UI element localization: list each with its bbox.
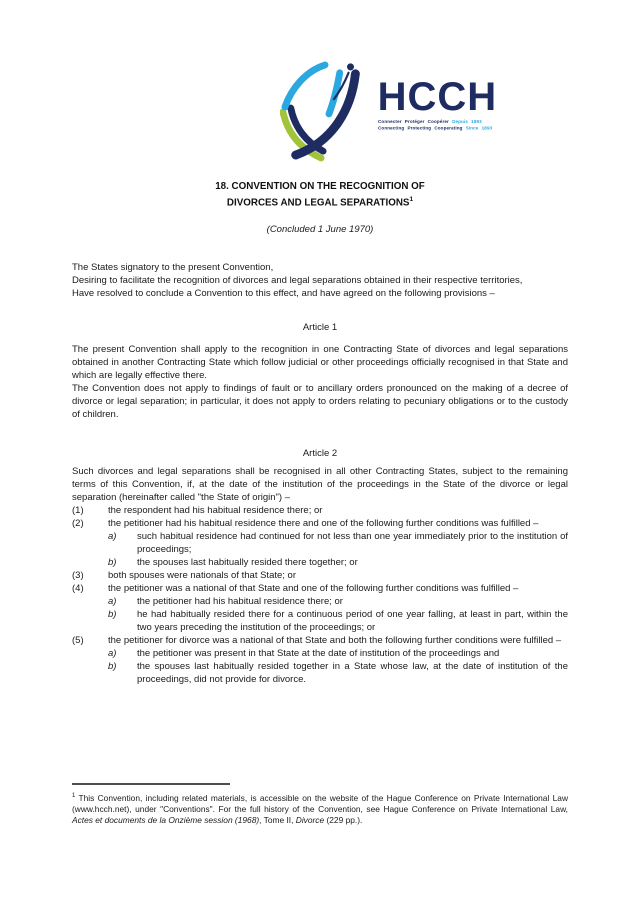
tagline-fr-main: Connecter Protéger Coopérer xyxy=(377,118,449,124)
sub-list-item-text: such habitual residence had continued for not less than one year immediately prior to the institution of proceedings; xyxy=(137,531,568,556)
sub-list-item xyxy=(108,530,568,556)
list-item-text: the petitioner for divorce was a national of that State and both the following further conditions were fulfilled – xyxy=(108,635,562,647)
footnote-separator xyxy=(72,783,230,785)
list-item xyxy=(72,569,568,582)
hcch-wordmark: HCCH xyxy=(377,75,498,119)
list-item-number: (2) xyxy=(72,518,84,530)
article-1-paragraph: The present Convention shall apply to the recognition in one Contracting State of divorces and legal separations obtained in another Contracting State which follow judicial or other proceedings officially recognised in that State and which are legally effective there. xyxy=(72,344,568,382)
sub-list-item-text: the spouses last habitually resided together in a State whose law, at the date of institution of the proceedings, did not provide for divorce. xyxy=(137,661,568,686)
list-item-number: (4) xyxy=(72,583,84,595)
hcch-logo xyxy=(280,58,568,162)
sub-list-item-text: the spouses last habitually resided there together; or xyxy=(137,557,358,569)
hcch-globe-icon xyxy=(280,58,374,162)
sub-list-item-letter: b) xyxy=(108,661,117,673)
list-item-text: the petitioner had his habitual residence there and one of the following further conditions was fulfilled – xyxy=(108,518,539,530)
footnote-segment: This Convention, including related materials, is accessible on the website of the Hague Conference on Private International Law (www.hcch.net), under "Conventions". For the full history of the Convention, see Hague Conference on Private International Law, xyxy=(72,792,568,814)
footnote-text xyxy=(72,791,568,826)
sub-list-item-letter: b) xyxy=(108,557,117,569)
list-item xyxy=(72,634,568,647)
list-item xyxy=(72,517,568,530)
tagline-en-main: Connecting Protecting Cooperating xyxy=(377,125,463,131)
sub-list-item-letter: a) xyxy=(108,596,117,608)
list-item-text: the petitioner was a national of that State and one of the following further conditions was fulfilled – xyxy=(108,583,519,595)
tagline-en-highlight: Since 1893 xyxy=(465,125,492,131)
footnote-citation-italic: Actes et documents de la Onzième session (1968) xyxy=(72,814,260,825)
list-item-number: (1) xyxy=(72,505,84,517)
document-subtitle: (Concluded 1 June 1970) xyxy=(266,224,374,236)
sub-list-item-text: the petitioner had his habitual residence there; or xyxy=(137,596,343,608)
article-1-paragraph: The Convention does not apply to findings of fault or to ancillary orders pronounced on the making of a decree of divorce or legal separation; in particular, it does not apply to orders relating to pecuniary obligations or to the custody of children. xyxy=(72,383,568,421)
page-content xyxy=(72,0,568,686)
footnote-segment: (229 pp.). xyxy=(324,814,363,825)
article-2-heading: Article 2 xyxy=(302,448,338,460)
tagline-fr-highlight: Depuis 1893 xyxy=(451,118,482,124)
list-item-number: (3) xyxy=(72,570,84,582)
sub-list-item-letter: a) xyxy=(108,648,117,660)
title-footnote-reference: 1 xyxy=(409,196,414,203)
article-2-intro: Such divorces and legal separations shall be recognised in all other Contracting States, subject to the remaining terms of this Convention, if, at the date of the institution of the proceedings in the State of the divorce or legal separation (hereinafter called "the State of origin") – xyxy=(72,466,568,504)
list-item-text: both spouses were nationals of that State; or xyxy=(108,570,297,582)
list-item xyxy=(72,582,568,595)
sub-list-item-letter: a) xyxy=(108,531,117,543)
list-item-text: the respondent had his habitual residence there; or xyxy=(108,505,323,517)
sub-list-item xyxy=(108,556,568,569)
footnote xyxy=(72,783,568,826)
hcch-logo-text xyxy=(377,75,568,140)
hcch-taglines xyxy=(378,118,568,131)
sub-list-item-text: he had habitually resided there for a continuous period of one year falling, at least in part, within the two years preceding the institution of the proceedings; or xyxy=(137,609,568,634)
footnote-citation-italic: Divorce xyxy=(295,814,325,825)
preamble-line: Have resolved to conclude a Convention to this effect, and have agreed on the following provisions – xyxy=(72,288,495,300)
sub-list-item-text: the petitioner was present in that State at the date of institution of the proceedings and xyxy=(137,648,500,660)
preamble-line: Desiring to facilitate the recognition of divorces and legal separations obtained in their respective territories, xyxy=(72,275,523,287)
title-line1: 18. CONVENTION ON THE RECOGNITION OF xyxy=(215,181,425,192)
sub-list-item xyxy=(108,660,568,686)
list-item xyxy=(72,504,568,517)
header xyxy=(72,0,568,162)
preamble-line: The States signatory to the present Convention, xyxy=(72,262,274,274)
preamble xyxy=(72,261,568,300)
document-title xyxy=(72,180,568,209)
sub-list-item xyxy=(108,595,568,608)
hcch-tagline-english xyxy=(378,125,568,132)
sub-list-item-letter: b) xyxy=(108,609,117,621)
article-1-heading: Article 1 xyxy=(302,322,338,334)
sub-list-item xyxy=(108,608,568,634)
footnote-segment: , Tome II, xyxy=(259,814,296,825)
title-line2: DIVORCES AND LEGAL SEPARATIONS xyxy=(226,197,410,209)
footnote-body xyxy=(72,793,568,825)
footnote-marker: 1 xyxy=(72,793,76,799)
sub-list-item xyxy=(108,647,568,660)
list-item-number: (5) xyxy=(72,635,84,647)
article-2-list xyxy=(72,504,568,686)
